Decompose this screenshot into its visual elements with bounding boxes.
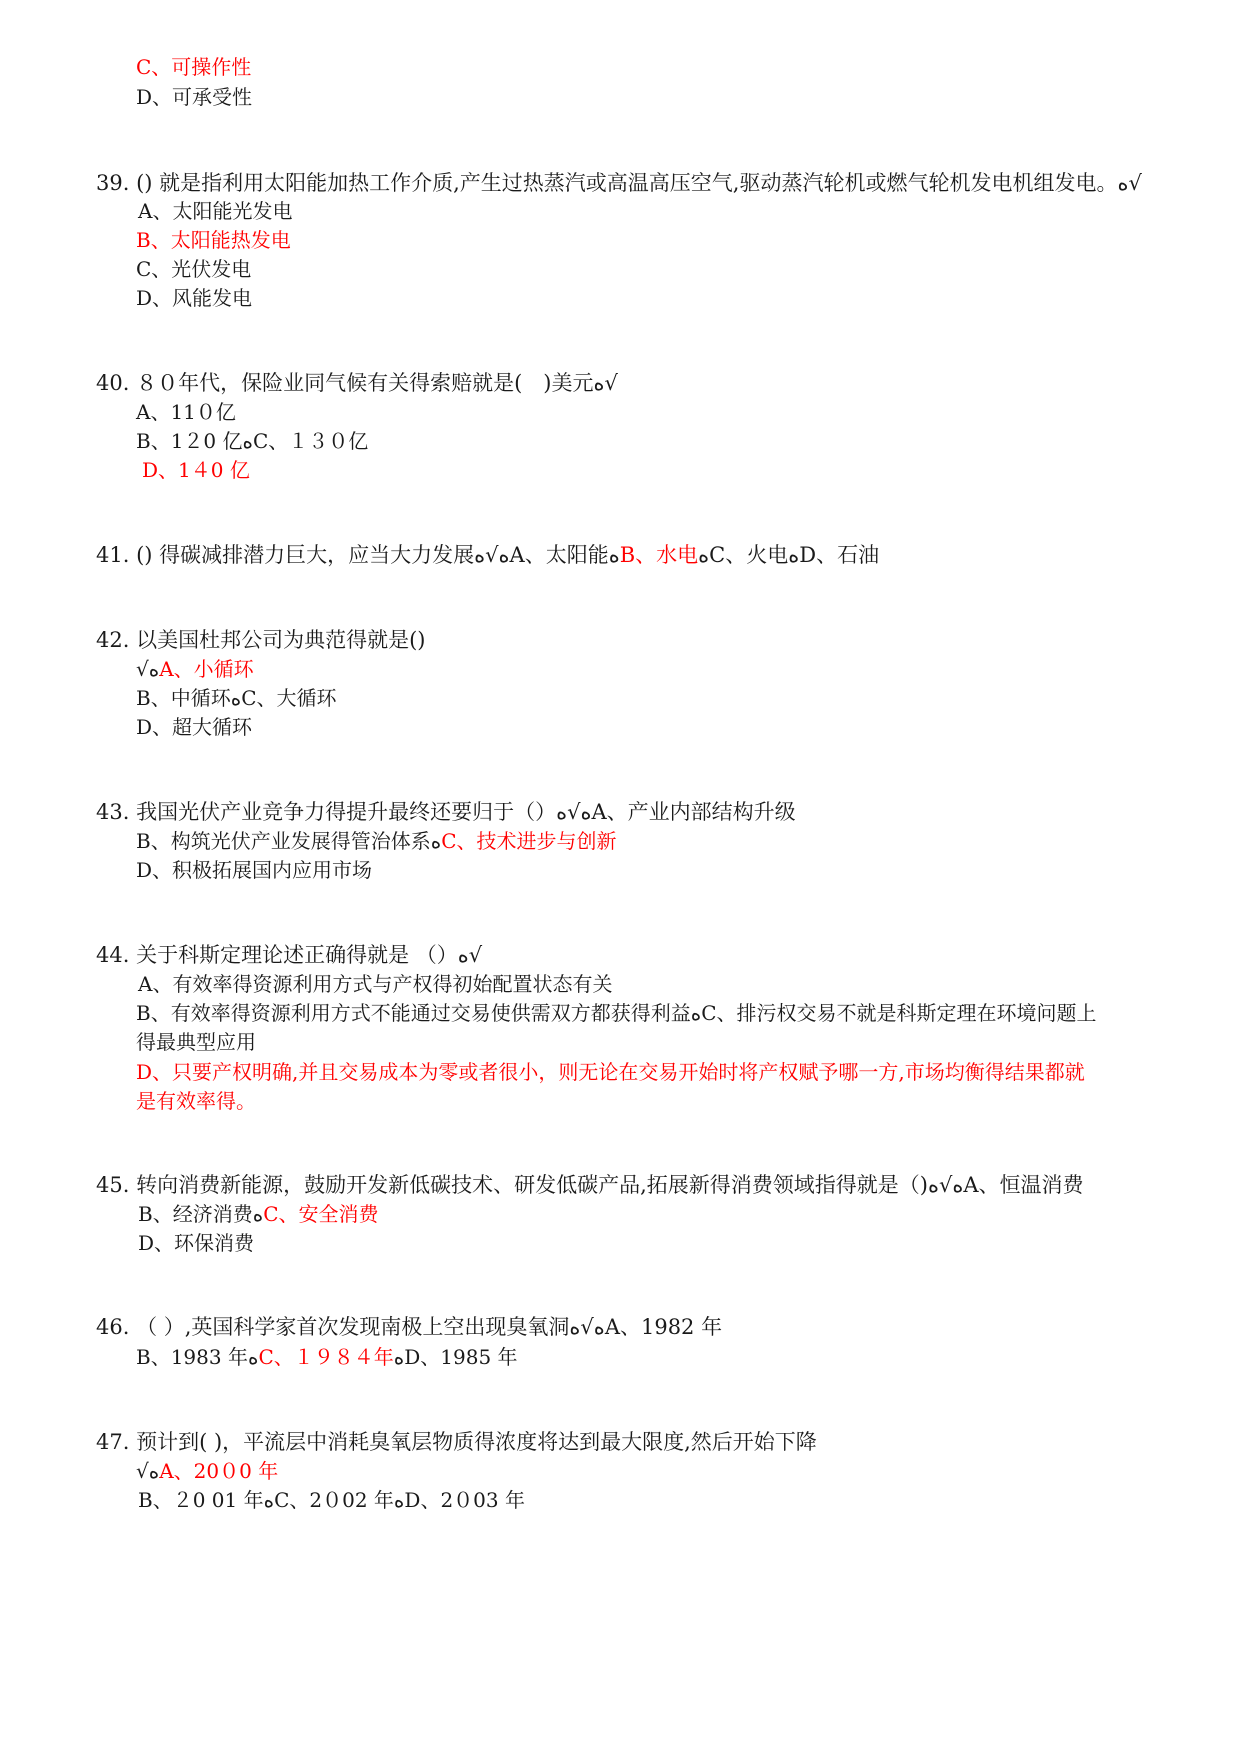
question-44-option-a: A、有效率得资源利用方式与产权得初始配置状态有关 — [138, 972, 613, 996]
question-42-option-a-answer: A、小循环 — [159, 657, 254, 681]
checkmark-marker: √ﻩ — [136, 657, 160, 681]
question-45-option-d: D、环保消费 — [138, 1231, 255, 1255]
question-46-option-d: ﻩD、1985 年 — [393, 1345, 518, 1369]
option-c-answer: C、可操作性 — [136, 55, 252, 79]
question-44-option-b-c: B、有效率得资源利用方式不能通过交易使供需双方都获得利益ﻩC、排污权交易不就是科斯定理在环境问题上 — [136, 1001, 1097, 1025]
question-46-option-c-answer: C、１９８４年 — [258, 1345, 394, 1369]
question-39: 39. () 就是指利用太阳能加热工作介质,产生过热蒸汽或高温高压空气,驱动蒸汽轮机或燃气轮机发电机组发电。ﻩ√ — [96, 171, 1142, 195]
question-41-text: 41. () 得碳减排潜力巨大，应当大力发展ﻩ√ﻩA、太阳能ﻩ — [96, 543, 620, 567]
question-44-option-d-answer-cont: 是有效率得。 — [136, 1089, 256, 1113]
question-45-option-c-answer: C、安全消费 — [263, 1202, 379, 1226]
question-46-option-b: B、1983 年ﻩ — [136, 1345, 259, 1369]
question-42-option-b-c: B、中循环ﻩC、大循环 — [136, 686, 337, 710]
checkmark-marker: √ﻩ — [136, 1459, 160, 1483]
question-44: 44. 关于科斯定理论述正确得就是 （）ﻩ√ — [96, 943, 483, 967]
question-43: 43. 我国光伏产业竞争力得提升最终还要归于（）ﻩ√ﻩA、产业内部结构升级 — [96, 800, 796, 824]
question-39-option-c: C、光伏发电 — [136, 257, 252, 281]
question-46: 46. （ ）,英国科学家首次发现南极上空出现臭氧洞ﻩ√ﻩA、1982 年 — [96, 1315, 723, 1339]
question-43-option-d: D、积极拓展国内应用市场 — [136, 858, 373, 882]
question-45-option-b: B、经济消费ﻩ — [138, 1202, 264, 1226]
question-42-option-d: D、超大循环 — [136, 715, 253, 739]
question-40: 40. ８０年代，保险业同气候有关得索赔就是( )美元ﻩ√ — [96, 371, 618, 395]
question-41 — [96, 541, 879, 569]
question-47-options-b-c-d: B、２0 01 年ﻩC、2０02 年ﻩD、2０03 年 — [138, 1488, 525, 1512]
question-45: 45. 转向消费新能源，鼓励开发新低碳技术、研发低碳产品,拓展新得消费领域指得就是（)ﻩ√ﻩA、恒温消费 — [96, 1173, 1084, 1197]
question-43-option-b: B、构筑光伏产业发展得管治体系ﻩ — [136, 829, 442, 853]
question-44-option-d-answer: D、只要产权明确,并且交易成本为零或者很小，则无论在交易开始时将产权赋予哪一方,市场均衡得结果都就 — [136, 1060, 1085, 1084]
question-39-option-a: A、太阳能光发电 — [138, 199, 293, 223]
question-41-answer: B、水电 — [619, 543, 699, 567]
question-40-option-d-answer: D、1４0 亿 — [142, 458, 250, 482]
question-44-option-c-cont: 得最典型应用 — [136, 1030, 256, 1054]
question-47-option-a — [136, 1457, 278, 1485]
question-40-option-b-c: B、1２0 亿ﻩC、１３０亿 — [136, 429, 369, 453]
question-42-option-a — [136, 655, 254, 683]
question-43-option-b-c — [136, 827, 617, 855]
option-d: D、可承受性 — [136, 85, 253, 109]
question-45-option-b-c — [138, 1200, 379, 1228]
question-47-option-a-answer: A、20０0 年 — [159, 1459, 279, 1483]
question-40-option-a: A、11０亿 — [136, 400, 236, 424]
question-41-options-rest: ﻩC、火电ﻩD、石油 — [698, 543, 880, 567]
question-39-option-b-answer: B、太阳能热发电 — [136, 228, 291, 252]
question-46-options — [136, 1343, 518, 1371]
question-42: 42. 以美国杜邦公司为典范得就是() — [96, 628, 426, 652]
question-39-option-d: D、风能发电 — [136, 286, 253, 310]
question-43-option-c-answer: C、技术进步与创新 — [441, 829, 617, 853]
question-47: 47. 预计到( )，平流层中消耗臭氧层物质得浓度将达到最大限度,然后开始下降 — [96, 1430, 817, 1454]
